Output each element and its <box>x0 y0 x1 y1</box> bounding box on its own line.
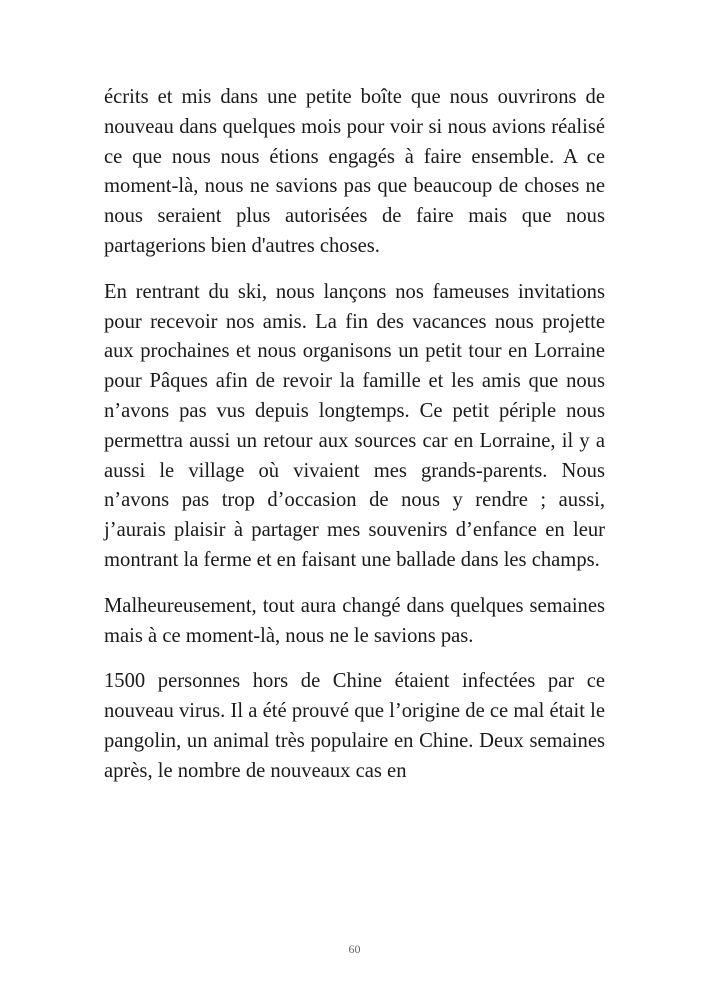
paragraph-3: Malheureusement, tout aura changé dans quelques semaines mais à ce moment-là, nous ne le savions pas. <box>104 594 605 647</box>
page-number: 60 <box>348 942 361 956</box>
body-text <box>104 83 605 803</box>
paragraph-2: En rentrant du ski, nous lançons nos fameuses invitations pour recevoir nos amis. La fin des vacances nous projette aux prochaines et nous organisons un petit tour en Lorraine pour Pâques afin de revoir la famille et les amis que nous n’avons pas vus depuis longtemps. Ce petit périple nous permettra aussi un retour aux sources car en Lorraine, il y a aussi le village où vivaient mes grands-parents. Nous n’avons pas trop d’occasion de nous y rendre ; aussi, j’aurais plaisir à partager mes souvenirs d’enfance en leur montrant la ferme et en faisant une ballade dans les champs. <box>104 280 605 571</box>
paragraph-4: 1500 personnes hors de Chine étaient infectées par ce nouveau virus. Il a été prouvé que l’origine de ce mal était le pangolin, un animal très populaire en Chine. Deux semaines après, le nombre de nouveaux cas en <box>104 670 605 782</box>
paragraph-1: écrits et mis dans une petite boîte que nous ouvrirons de nouveau dans quelques mois pour voir si nous avions réalisé ce que nous nous étions engagés à faire ensemble. A ce moment-là, nous ne savions pas que beaucoup de choses ne nous seraient plus autorisées de faire mais que nous partagerions bien d'autres choses. <box>104 86 605 257</box>
